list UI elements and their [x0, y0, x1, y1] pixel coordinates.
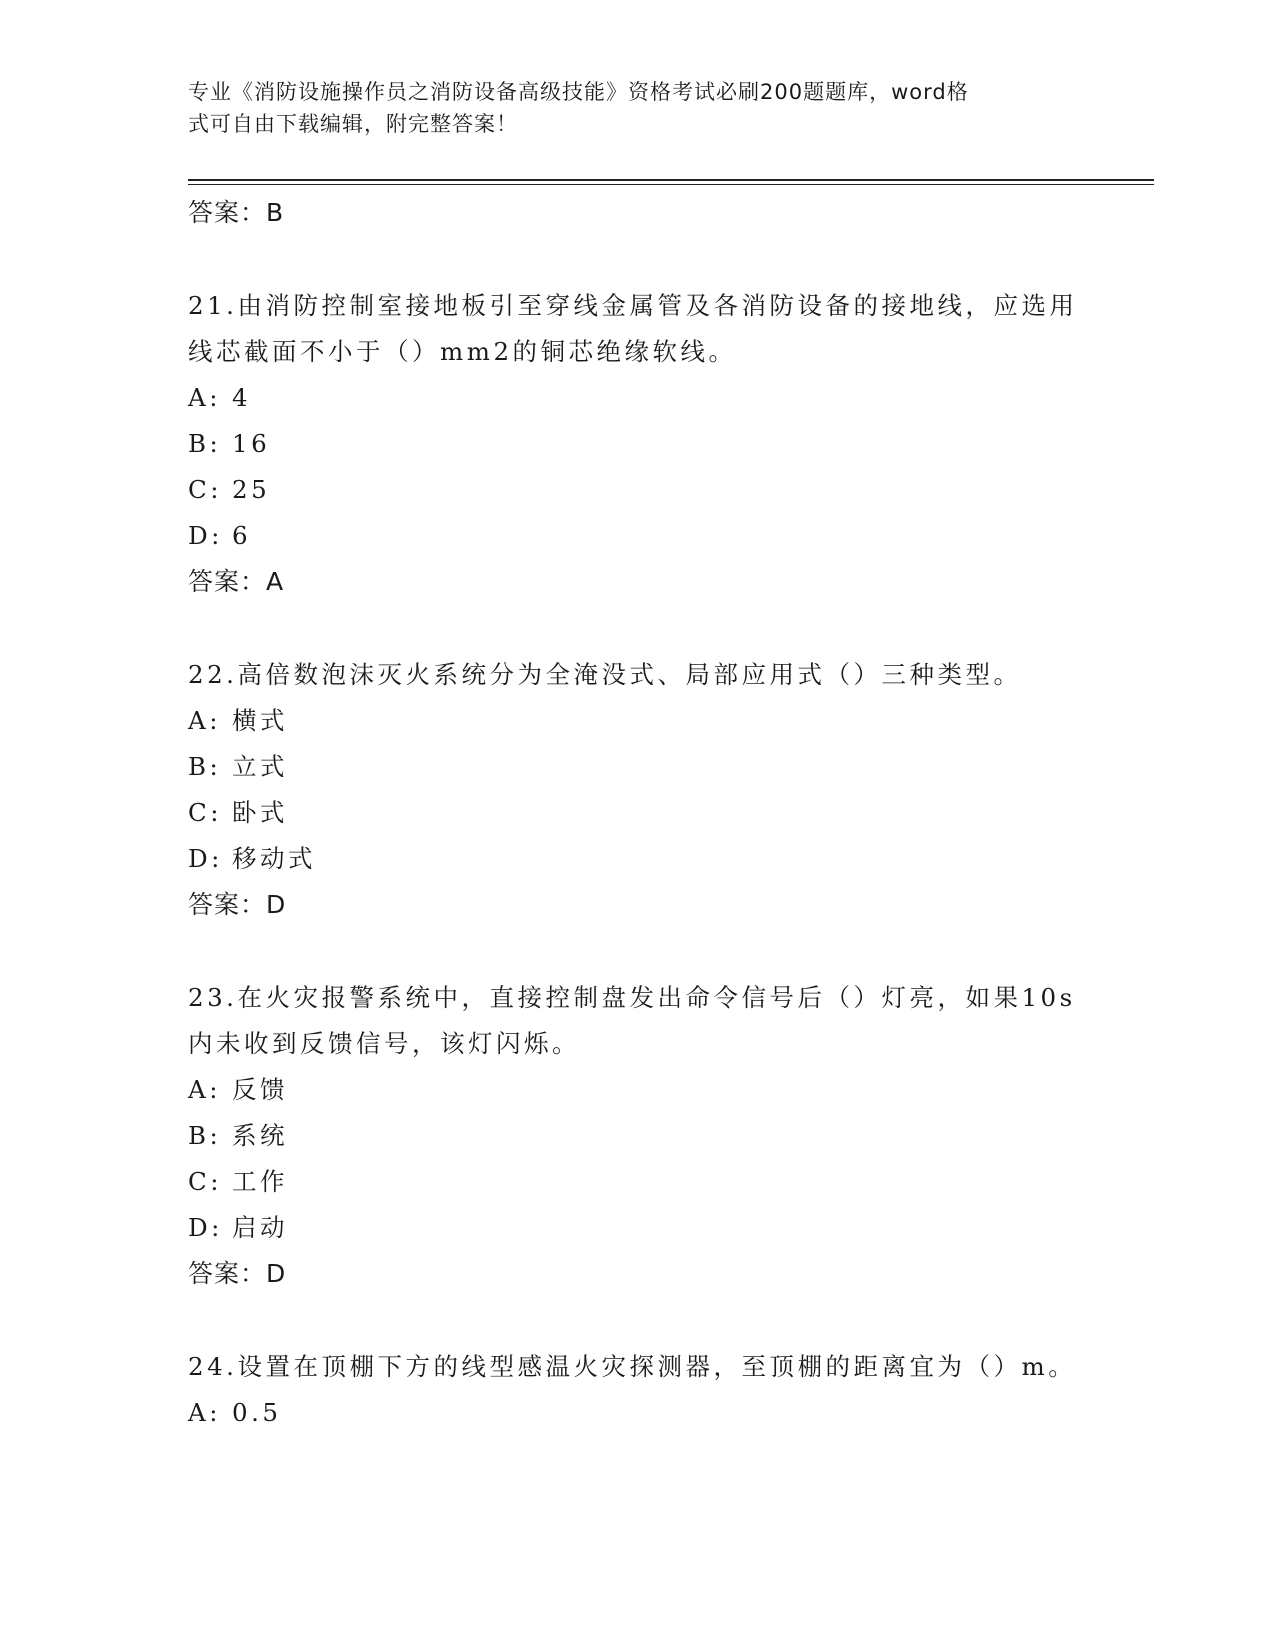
question-text: 23.在火灾报警系统中，直接控制盘发出命令信号后（）灯亮，如果10s内未收到反馈信号，该灯闪烁。	[188, 983, 1076, 1058]
option-value: 工作	[232, 1167, 288, 1196]
option-key: D:	[188, 1213, 223, 1242]
option-value: 立式	[232, 752, 288, 781]
option-key: A:	[188, 1398, 221, 1427]
header-line-1: 专业《消防设施操作员之消防设备高级技能》资格考试必刷200题题库，word格	[188, 80, 969, 104]
option-d	[188, 513, 1088, 559]
option-value: 反馈	[232, 1075, 288, 1104]
question-block	[188, 975, 1088, 1296]
option-c	[188, 467, 1088, 513]
option-value: 移动式	[232, 844, 316, 873]
question-text: 24.设置在顶棚下方的线型感温火灾探测器，至顶棚的距离宜为（）m。	[188, 1352, 1077, 1381]
option-a	[188, 375, 1088, 421]
answer-label: 答案：	[188, 197, 267, 227]
option-a	[188, 1390, 1088, 1436]
answer-value: B	[266, 197, 285, 227]
option-value: 4	[232, 383, 252, 412]
answer-value: A	[266, 566, 285, 596]
answer-label: 答案：	[188, 1258, 267, 1288]
option-value: 横式	[232, 706, 288, 735]
option-key: D:	[188, 844, 223, 873]
option-key: C:	[188, 1167, 223, 1196]
option-c	[188, 790, 1088, 836]
option-d	[188, 1205, 1088, 1251]
option-b	[188, 1113, 1088, 1159]
answer-value: D	[266, 1258, 287, 1288]
option-value: 系统	[232, 1121, 288, 1150]
option-value: 0.5	[232, 1398, 282, 1427]
option-key: A:	[188, 706, 221, 735]
option-key: B:	[188, 429, 222, 458]
option-b	[188, 744, 1088, 790]
answer-label: 答案：	[188, 889, 267, 919]
document-header	[188, 76, 1068, 140]
option-value: 6	[232, 521, 252, 550]
option-key: C:	[188, 798, 223, 827]
option-value: 16	[232, 429, 271, 458]
answer-line	[188, 882, 1088, 927]
option-key: B:	[188, 752, 222, 781]
option-a	[188, 1067, 1088, 1113]
question-text: 21.由消防控制室接地板引至穿线金属管及各消防设备的接地线，应选用线芯截面不小于（）mm2的铜芯绝缘软线。	[188, 291, 1078, 366]
header-rule-thin	[188, 184, 1154, 185]
question-block	[188, 652, 1088, 927]
option-d	[188, 836, 1088, 882]
option-key: C:	[188, 475, 223, 504]
option-a	[188, 698, 1088, 744]
answer-line	[188, 190, 1088, 235]
question-list	[188, 190, 1088, 1436]
question-text: 22.高倍数泡沫灭火系统分为全淹没式、局部应用式（）三种类型。	[188, 660, 1022, 689]
option-value: 卧式	[232, 798, 288, 827]
answer-line	[188, 1251, 1088, 1296]
answer-value: D	[266, 889, 287, 919]
header-line-2: 式可自由下载编辑，附完整答案！	[188, 112, 518, 136]
option-key: A:	[188, 1075, 221, 1104]
option-key: D:	[188, 521, 223, 550]
answer-line	[188, 559, 1088, 604]
header-rule-thick	[188, 179, 1154, 181]
option-key: B:	[188, 1121, 222, 1150]
question-block	[188, 283, 1088, 604]
question-block	[188, 1344, 1088, 1436]
option-value: 25	[232, 475, 271, 504]
option-b	[188, 421, 1088, 467]
answer-label: 答案：	[188, 566, 267, 596]
option-c	[188, 1159, 1088, 1205]
option-key: A:	[188, 383, 221, 412]
option-value: 启动	[232, 1213, 288, 1242]
